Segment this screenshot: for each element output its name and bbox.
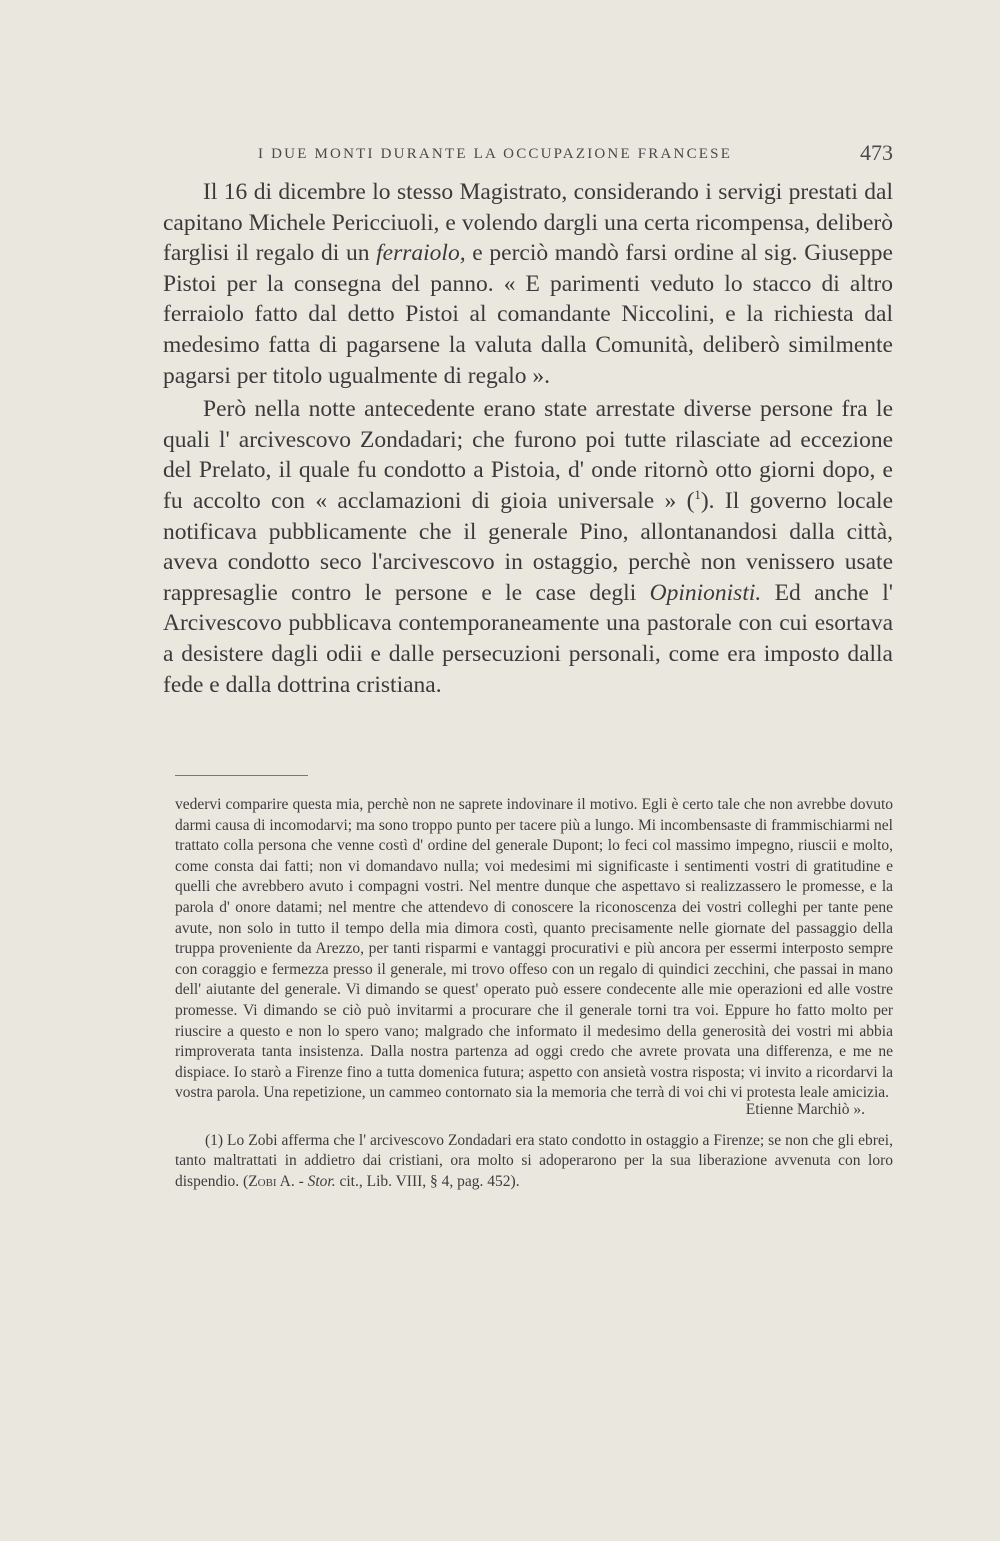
- italic-term: Opinionisti.: [649, 579, 762, 606]
- letter-signature: Etienne Marchiò ».: [745, 1100, 865, 1118]
- footnote-ref[interactable]: 1: [694, 487, 701, 503]
- footnote-separator: [175, 775, 308, 776]
- paragraph: Il 16 di dicembre lo stesso Magistrato, considerando i servigi prestati dal capitano Michele Pericciuoli, e volendo dargli una certa ricompensa, deliberò farglisi il regalo di un ferraiolo, e perciò mandò farsi ordine al sig. Giuseppe Pistoi per la consegna del panno. « E parimenti veduto lo stacco di altro ferraiolo fatto dal detto Pistoi al comandante Niccolini, e la richiesta dal medesimo fatta di pagarsene la valuta dalla Comunità, deliberò similmente pagarsi per titolo ugualmente di regalo ».: [163, 179, 893, 389]
- main-text: [163, 177, 893, 700]
- running-title: I DUE MONTI DURANTE LA OCCUPAZIONE FRANCESE: [258, 146, 733, 162]
- letter-continuation: vedervi comparire questa mia, perchè non ne saprete indovinare il motivo. Egli è certo tale che non avrebbe dovuto darmi causa di incomodarvi; ma sono troppo punto per tacere più a lungo. Mi incombensaste di frammischiarmi nel trattato colla persona che venne costì d' ordine del generale Dupont; lo feci col massimo impegno, riuscii e molto, come consta dai fatti; non vi domandavo nulla; voi medesimi mi significaste i sentimenti vostri di gratitudine e quelli che avrebbero avuto i compagni vostri. Nel mentre dunque che aspettavo si realizzassero le promesse, e la parola d' onore datami; nel mentre che attendevo di conoscere la riconoscenza dei vostri colleghi per tante pene avute, non solo in tutto il tempo della mia dimora costì, quanto precisamente nelle giornate del passaggio della truppa proveniente da Arezzo, per tanti risparmi e vantaggi procurativi e più ancora per essermi interposto sempre con coraggio e fermezza presso il generale, mi trovo offeso con un regalo di quindici zecchini, che passai in mano dell' aiutante del generale. Vi dimando se quest' operato può essere condecente alle mie operazioni ed alle vostre promesse. Vi dimando se ciò può invitarmi a procurare che il generale torni tra voi. Eppure ho fatto molto per riuscire a questo e non lo spero vano; malgrado che informato il medesimo della generosità dei vostri mi abbia rimproverata tanta insistenza. Dalla nostra partenza ad oggi credo che avrete provata una differenza, e me ne dispiace. Io starò a Firenze fino a tutta domenica futura; aspetto con ansietà vostra risposta; vi invito a ricordarvi la vostra parola. Una repetizione, un cammeo contornato sia la memoria che terrà di voi chi vi protesta leale amicizia.: [175, 796, 893, 1102]
- italic-term: ferraiolo,: [376, 240, 466, 267]
- notes-area: [175, 795, 893, 1192]
- footnote: (1) Lo Zobi afferma che l' arcivescovo Zondadari era stato condotto in ostaggio a Firenze; se non che gli ebrei, tanto maltrattati in addietro dai cristiani, ora molto si adoperarono per la sua liberazione avvenuta con loro dispendio. (Zobi A. - Stor. cit., Lib. VIII, § 4, pag. 452).: [175, 1131, 893, 1190]
- running-head: [160, 140, 893, 170]
- citation-author: Zobi A.: [248, 1172, 295, 1190]
- page-number: 473: [860, 140, 893, 165]
- footnote-marker: (1): [205, 1131, 224, 1149]
- citation-title: Stor.: [307, 1172, 336, 1190]
- paragraph: Però nella notte antecedente erano state arrestate diverse persone fra le quali l' arcivescovo Zondadari; che furono poi tutte rilasciate ad eccezione del Prelato, il quale fu condotto a Pistoia, d' onde ritornò otto giorni dopo, e fu accolto con « acclamazioni di gioia universale » ($^1$). Il governo locale notificava pubblicamente che il generale Pino, allontanandosi dalla città, aveva condotto seco l'arcivescovo in ostaggio, perchè non venissero usate rappresaglie contro le persone e le case degli Opinionisti. Ed anche l' Arcivescovo pubblicava contemporaneamente una pastorale con cui esortava a desistere dagli odii e dalle persecuzioni personali, come era imposto dalla fede e dalla dottrina cristiana.: [163, 396, 893, 698]
